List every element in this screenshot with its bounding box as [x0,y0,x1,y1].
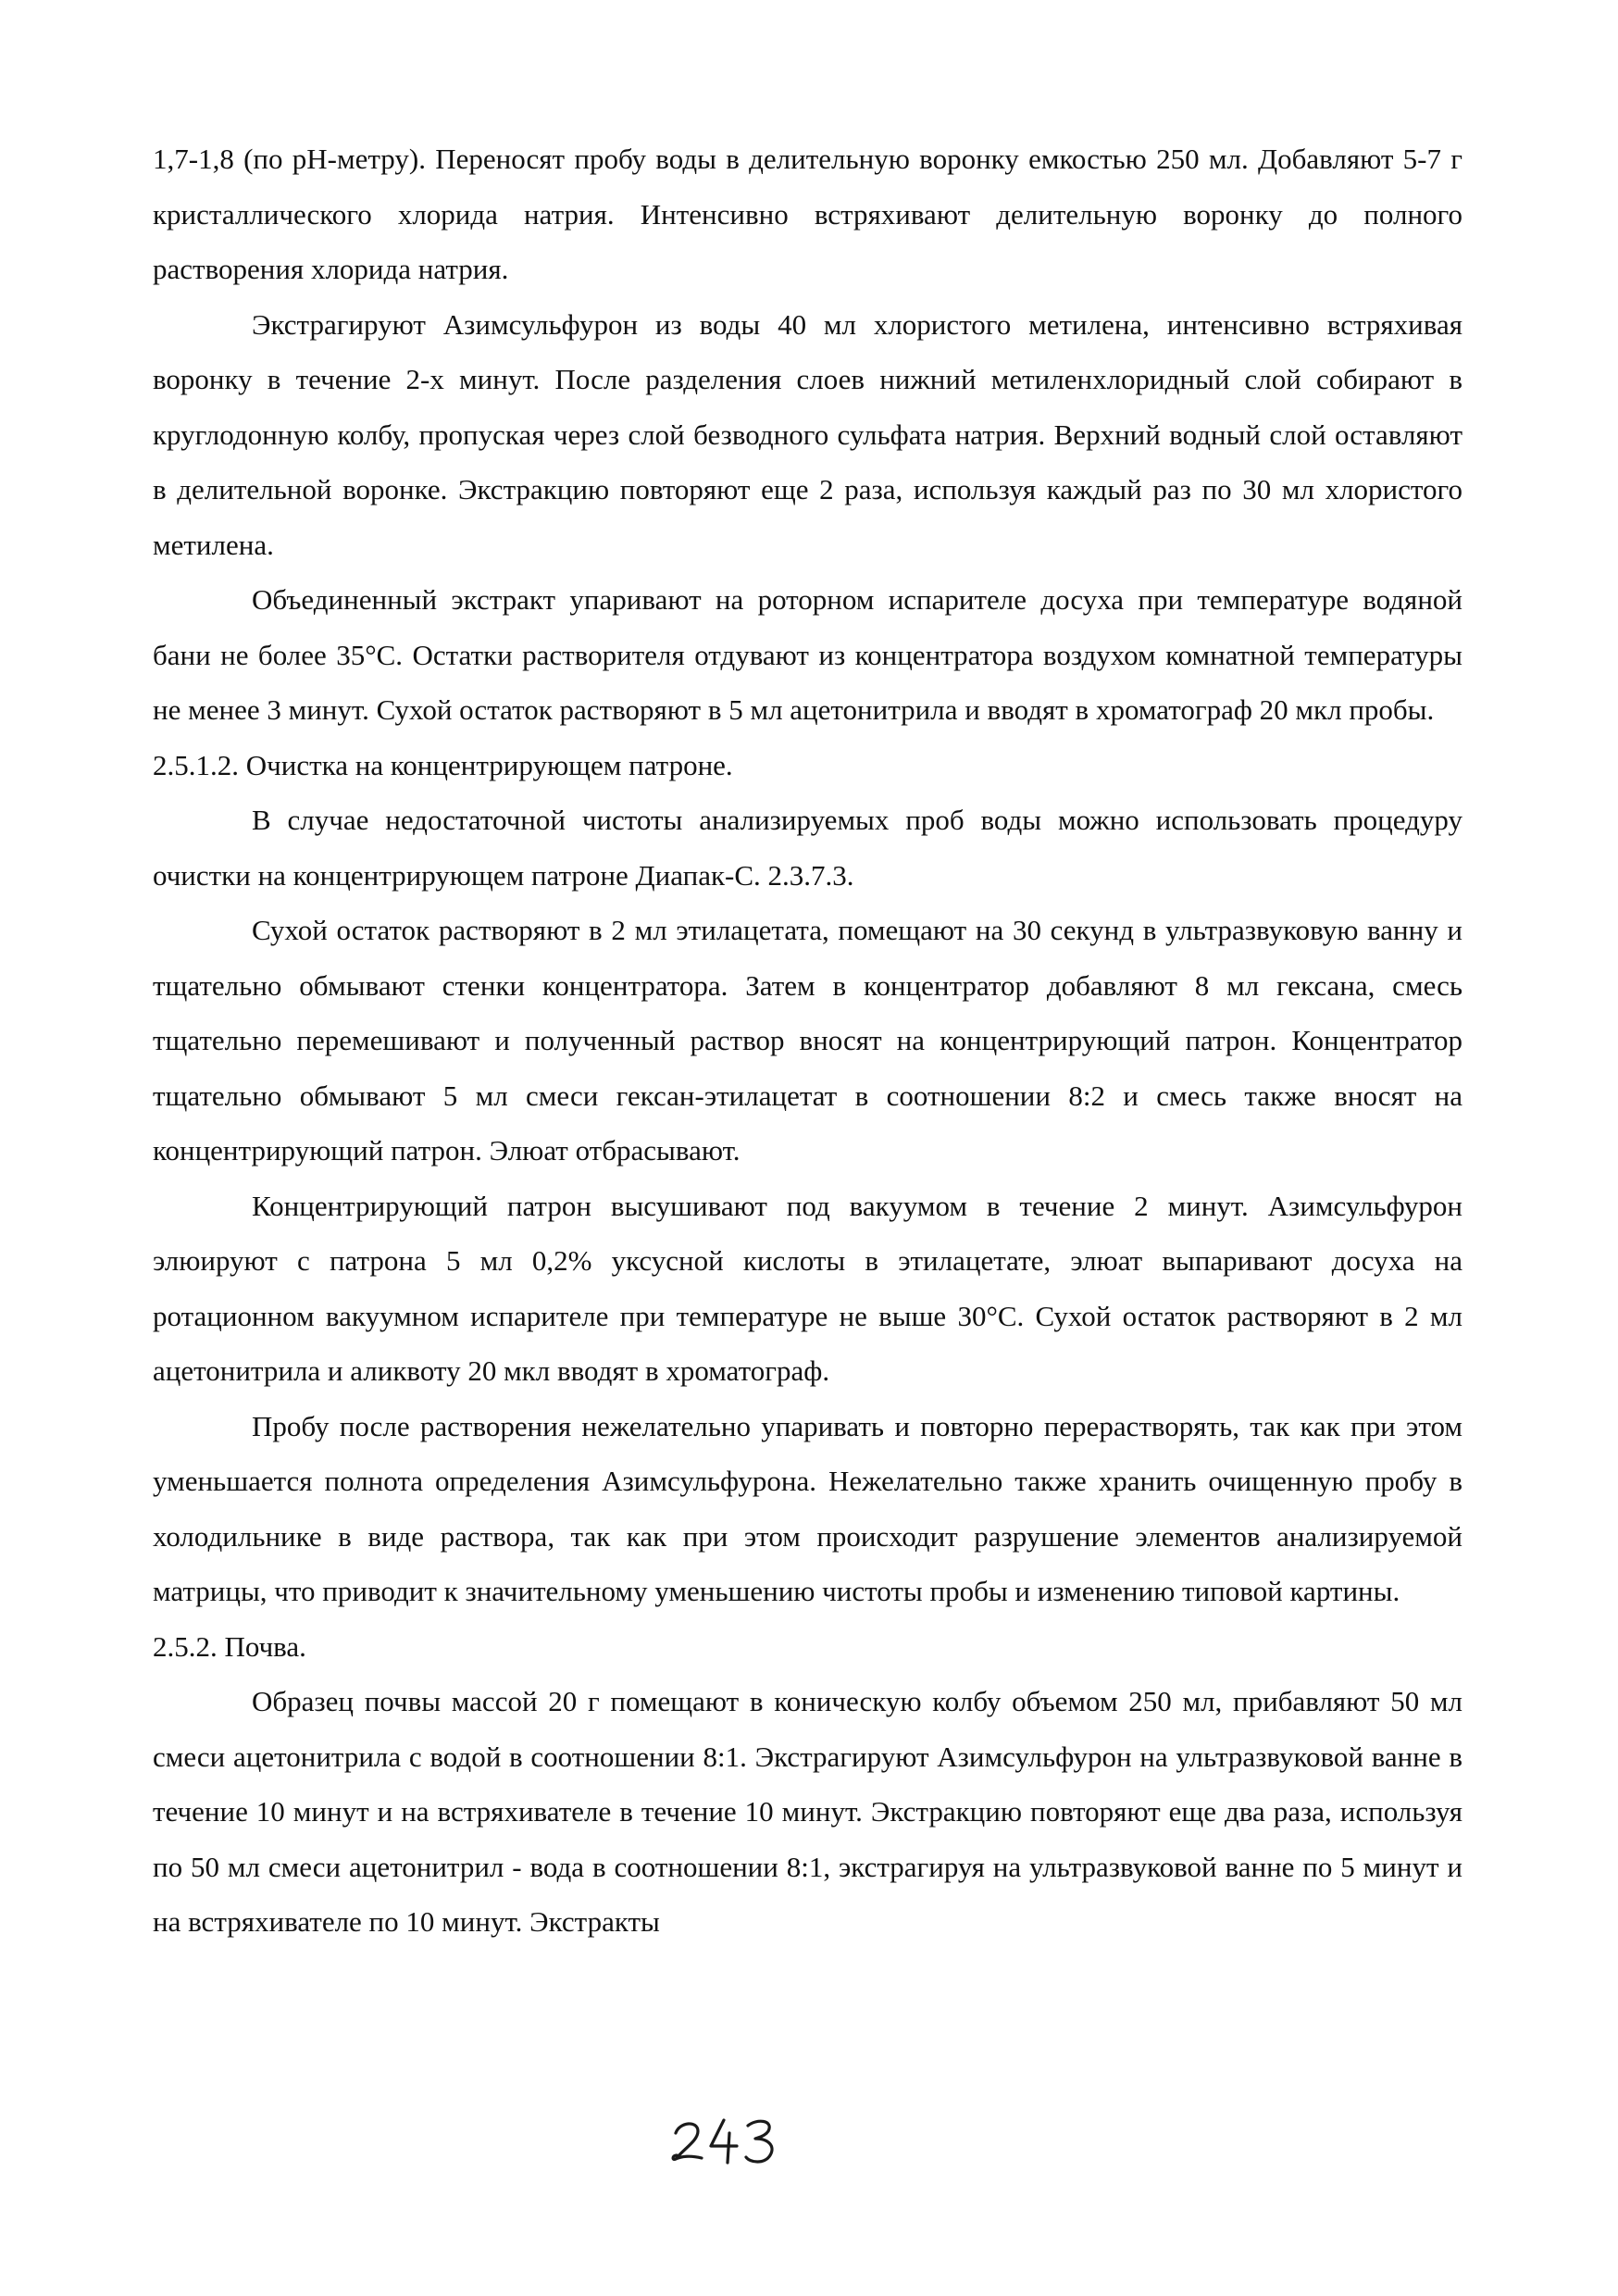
paragraph-storage-note: Пробу после растворения нежелательно упаривать и повторно перерастворять, так как при этом уменьшается полнота определения Азимсульфурона. Нежелательно также хранить очищенную пробу в холодильнике в виде раствора, так как при этом происходит разрушение элементов анализируемой матрицы, что приводит к значительному уменьшению чистоты пробы и изменению типовой картины. [153,1409,1462,1607]
paragraph-elution: Концентрирующий патрон высушивают под вакуумом в течение 2 минут. Азимсульфурон элюируют с патрона 5 мл 0,2% уксусной кислоты в этилацетате, элюат выпаривают досуха на ротационном вакуумном испарителе при температуре не выше 30°С. Сухой остаток растворяют в 2 мл ацетонитрила и аликвоту 20 мкл вводят в хроматограф. [153,1189,1462,1387]
paragraph-extraction: Экстрагируют Азимсульфурон из воды 40 мл хлористого метилена, интенсивно встряхивая воронку в течение 2-х минут. После разделения слоев нижний метиленхлоридный слой собирают в круглодонную колбу, пропуская через слой безводного сульфата натрия. Верхний водный слой оставляют в делительной воронке. Экстракцию повторяют еще 2 раза, используя каждый раз по 30 мл хлористого метилена. [153,307,1462,561]
paragraph-evaporation: Объединенный экстракт упаривают на роторном испарителе досуха при температуре водяной бани не более 35°С. Остатки растворителя отдувают из концентратора воздухом комнатной температуры не менее 3 минут. Сухой остаток растворяют в 5 мл ацетонитрила и вводят в хроматограф 20 мкл пробы. [153,583,1462,726]
section-heading-soil: 2.5.2. Почва. [153,1629,306,1663]
paragraph-cleanup-steps: Сухой остаток растворяют в 2 мл этилацетата, помещают на 30 секунд в ультразвуковую ванну и тщательно обмывают стенки концентратора. Затем в концентратор добавляют 8 мл гексана, смесь тщательно перемешивают и полученный раствор вносят на концентрирующий патрон. Концентратор тщательно обмывают 5 мл смеси гексан-этилацетат в соотношении 8:2 и смесь также вносят на концентрирующий патрон. Элюат отбрасывают. [153,914,1462,1167]
paragraph-soil-extraction: Образец почвы массой 20 г помещают в коническую колбу объемом 250 мл, прибавляют 50 мл смеси ацетонитрила с водой в соотношении 8:1. Экстрагируют Азимсульфурон на ультразвуковой ванне в течение 10 минут и на встряхивателе в течение 10 минут. Экстракцию повторяют еще два раза, используя по 50 мл смеси ацетонитрил - вода в соотношении 8:1, экстрагируя на ультразвуковой ванне по 5 минут и на встряхивателе по 10 минут. Экстракты [153,1685,1462,1938]
document-page [153,131,1462,1950]
handwritten-page-number [666,2113,787,2168]
handwritten-page-number-drawing [666,2113,787,2168]
section-heading-cleanup: 2.5.1.2. Очистка на концентрирующем патроне. [153,748,733,781]
paragraph-cleanup-intro: В случае недостаточной чистоты анализируемых проб воды можно использовать процедуру очистки на концентрирующем патроне Диапак-С. 2.3.7.3. [153,804,1462,892]
paragraph-sample-prep: 1,7-1,8 (по рН-метру). Переносят пробу воды в делительную воронку емкостью 250 мл. Добавляют 5-7 г кристаллического хлорида натрия. Интенсивно встряхивают делительную воронку до полного растворения хлорида натрия. [153,143,1462,285]
